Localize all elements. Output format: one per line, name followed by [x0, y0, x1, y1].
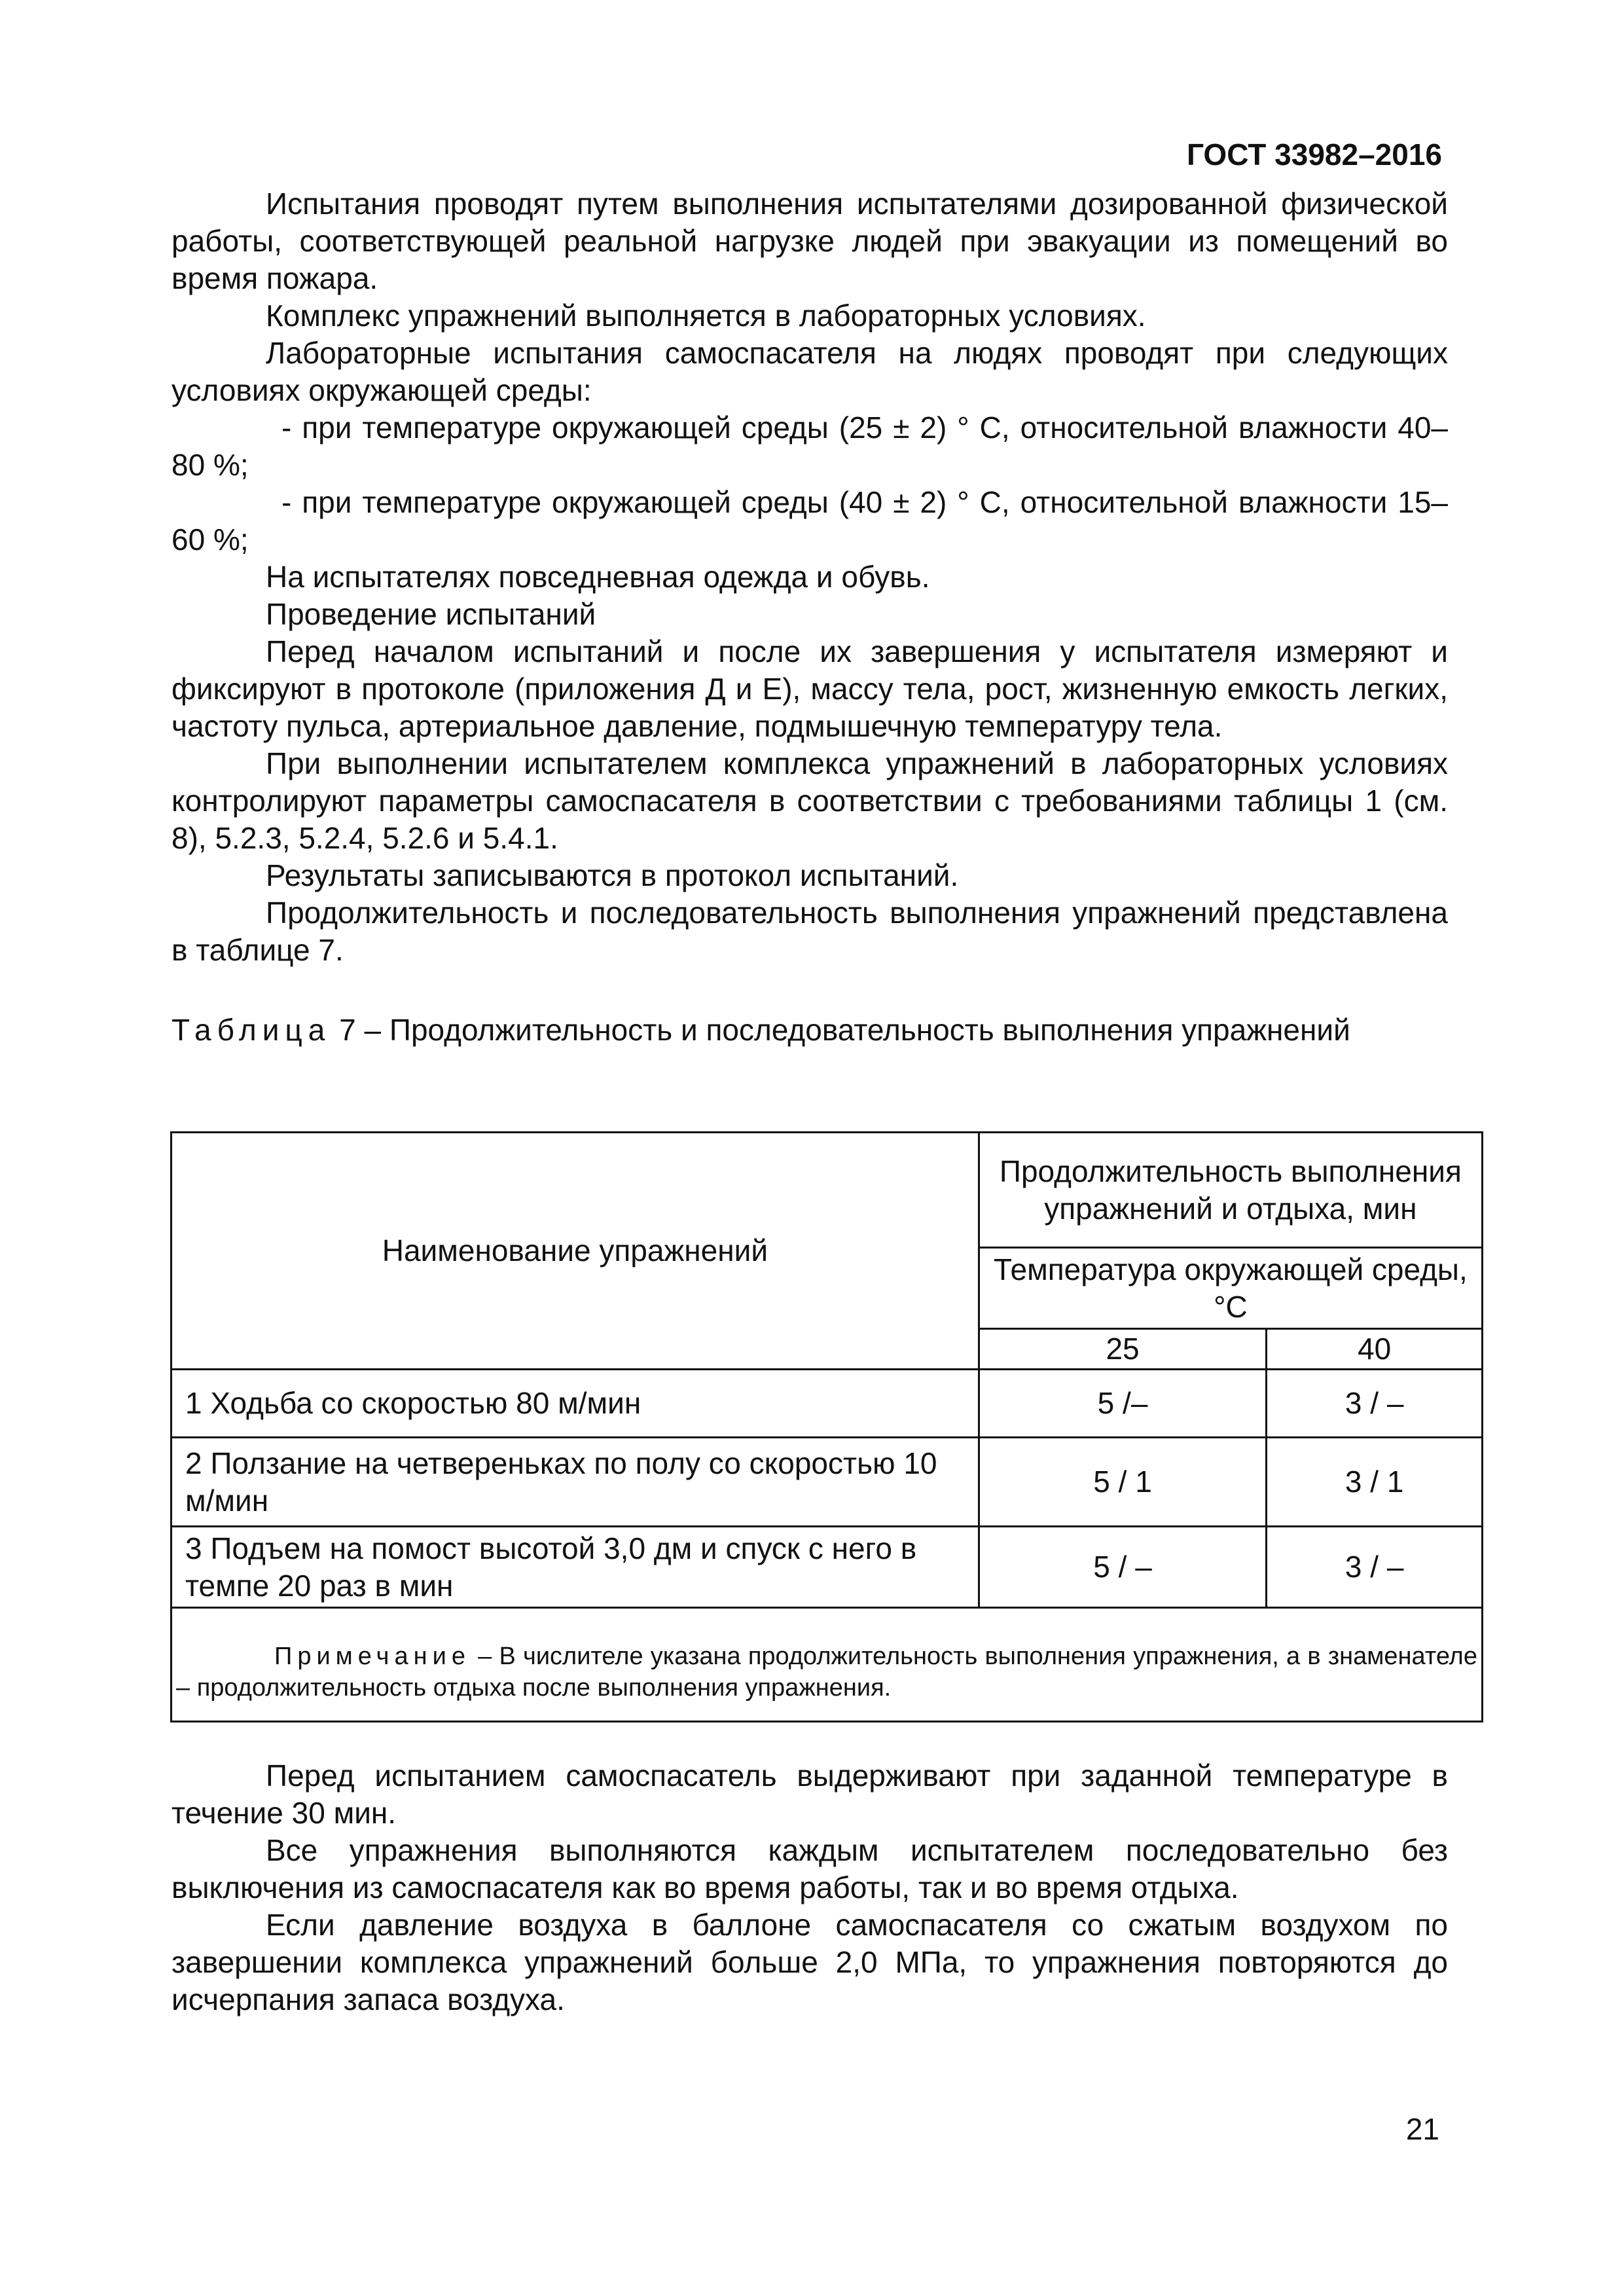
paragraph: Если давление воздуха в баллоне самоспасателя со сжатым воздухом по завершении комплекса упражнений больше 2,0 МПа, то упражнения повторяются до исчерпания запаса воздуха. — [171, 1908, 1448, 2016]
header-temp-25: 25 — [979, 1329, 1267, 1370]
paragraph: Перед испытанием самоспасатель выдерживают при заданной температуре в течение 30 мин. — [171, 1758, 1448, 1830]
value-40: 3 / – — [1267, 1370, 1483, 1438]
exercise-table — [170, 1131, 1483, 1722]
table-title — [171, 1011, 1448, 1049]
document-id: ГОСТ 33982–2016 — [1186, 137, 1442, 172]
header-temp-40: 40 — [1267, 1329, 1483, 1370]
body-text — [171, 185, 1448, 969]
paragraph: При выполнении испытателем комплекса упражнений в лабораторных условиях контролируют параметры самоспасателя в соответствии с требованиями таблицы 1 (см. 8), 5.2.3, 5.2.4, 5.2.6 и 5.4.1. — [171, 746, 1448, 855]
value-40: 3 / 1 — [1267, 1438, 1483, 1527]
body-text-after-table — [171, 1757, 1448, 2018]
section-heading: Проведение испытаний — [266, 597, 596, 631]
paragraph: Результаты записываются в протокол испытаний. — [266, 858, 959, 892]
paragraph: Продолжительность и последовательность выполнения упражнений представлена в таблице 7. — [171, 896, 1448, 967]
table-row — [171, 1438, 1483, 1527]
table-title-text: 7 – Продолжительность и последовательность выполнения упражнений — [339, 1013, 1350, 1047]
note-label: Примечание — [274, 1642, 471, 1670]
header-temperature: Температура окружающей среды, °С — [979, 1248, 1482, 1329]
paragraph: На испытателях повседневная одежда и обувь. — [266, 560, 930, 594]
header-exercise-name: Наименование упражнений — [171, 1133, 979, 1370]
paragraph: Лабораторные испытания самоспасателя на людях проводят при следующих условиях окружающей среды: — [171, 336, 1448, 407]
header-duration: Продолжительность выполнения упражнений и отдыха, мин — [979, 1133, 1482, 1248]
value-25: 5 / – — [979, 1527, 1267, 1608]
paragraph: Испытания проводят путем выполнения испытателями дозированной физической работы, соответствующей реальной нагрузке людей при эвакуации из помещений во время пожара. — [171, 187, 1448, 295]
table-note — [171, 1608, 1483, 1722]
exercise-name: 3 Подъем на помост высотой 3,0 дм и спуск с него в темпе 20 раз в мин — [171, 1527, 979, 1608]
exercise-name: 2 Ползание на четвереньках по полу со скоростью 10 м/мин — [171, 1438, 979, 1527]
table-title-label: Таблица — [171, 1013, 331, 1047]
table-row — [171, 1370, 1483, 1438]
paragraph: Комплекс упражнений выполняется в лабораторных условиях. — [266, 299, 1146, 333]
list-item: - при температуре окружающей среды (25 ± 2) ° С, относительной влажности 40–80 %; — [171, 410, 1448, 482]
paragraph: Перед началом испытаний и после их завершения у испытателя измеряют и фиксируют в протоколе (приложения Д и Е), массу тела, рост, жизненную емкость легких, частоту пульса, артериальное давление, подмышечную температуру тела. — [171, 634, 1448, 743]
exercise-name: 1 Ходьба со скоростью 80 м/мин — [171, 1370, 979, 1438]
table-row — [171, 1527, 1483, 1608]
page-number: 21 — [1405, 2112, 1439, 2146]
value-25: 5 /– — [979, 1370, 1267, 1438]
list-item: - при температуре окружающей среды (40 ± 2) ° С, относительной влажности 15–60 %; — [171, 485, 1448, 556]
paragraph: Все упражнения выполняются каждым испытателем последовательно без выключения из самоспасателя как во время работы, так и во время отдыха. — [171, 1833, 1448, 1904]
value-25: 5 / 1 — [979, 1438, 1267, 1527]
value-40: 3 / – — [1267, 1527, 1483, 1608]
note-text: – В числителе указана продолжительность выполнения упражнения, а в знаменателе – продолжительность отдыха после выполнения упражнения. — [176, 1642, 1477, 1702]
